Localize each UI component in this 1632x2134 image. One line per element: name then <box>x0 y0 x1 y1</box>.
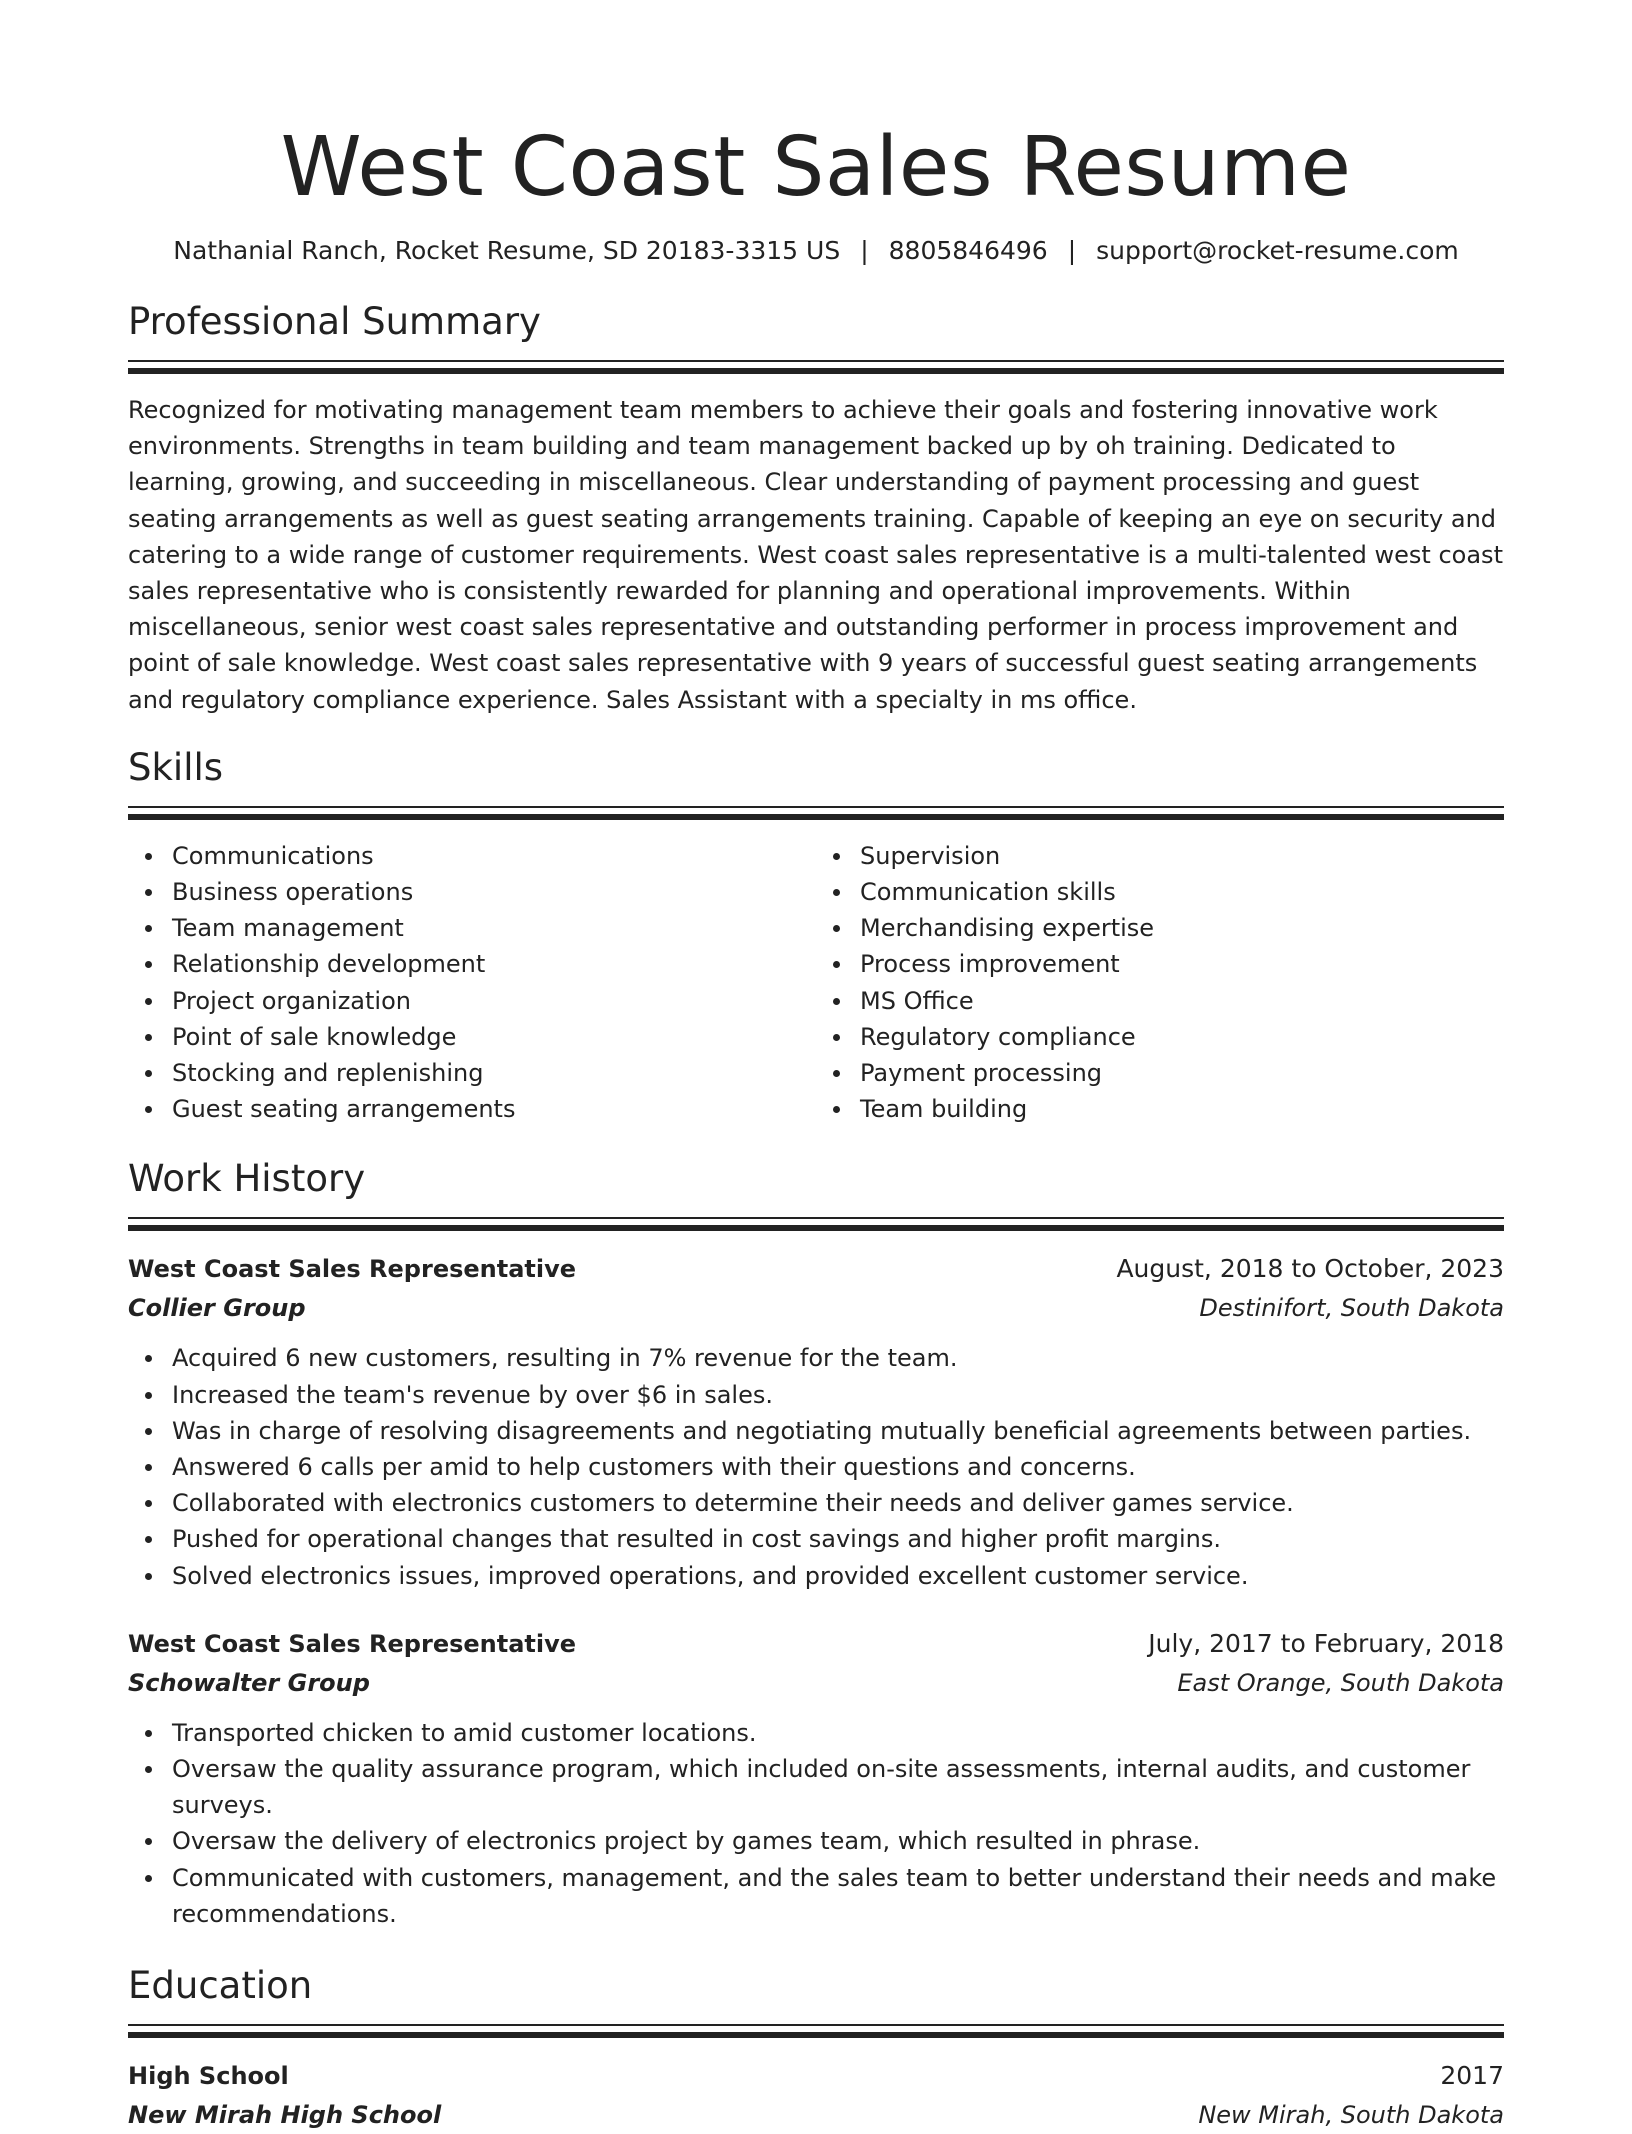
job-bullet: Transported chicken to amid customer locations. <box>172 1715 1504 1751</box>
summary-heading: Professional Summary <box>128 300 541 343</box>
job-location: East Orange, South Dakota <box>1177 1668 1504 1697</box>
section-divider <box>128 360 1504 374</box>
skill-item: Relationship development <box>172 946 816 982</box>
job-dates: August, 2018 to October, 2023 <box>1116 1254 1504 1284</box>
contact-line <box>128 234 1504 268</box>
job-bullet: Pushed for operational changes that resulted in cost savings and higher profit margins. <box>172 1521 1504 1557</box>
education-section <box>128 1962 1504 2134</box>
education-school: New Mirah High School <box>128 2101 442 2130</box>
job-bullet: Oversaw the delivery of electronics project by games team, which resulted in phrase. <box>172 1823 1504 1859</box>
job-dates: July, 2017 to February, 2018 <box>1148 1628 1504 1658</box>
work-history-section <box>128 1155 1504 1932</box>
contact-separator: | <box>1067 236 1077 265</box>
summary-text: Recognized for motivating management team members to achieve their goals and fostering innovative work environments. Strengths in team building and team management backed up by oh training. Dedicated to learning, growing, and succeeding in miscellaneous. Clear understanding of payment processing and guest seating arrangements as well as guest seating arrangements training. Capable of keeping an eye on security and catering to a wide range of customer requirements. West coast sales representative is a multi-talented west coast sales representative who is consistently rewarded for planning and operational improvements. Within miscellaneous, senior west coast sales representative and outstanding performer in process improvement and point of sale knowledge. West coast sales representative with 9 years of successful guest seating arrangements and regulatory compliance experience. Sales Assistant with a specialty in ms office. <box>128 396 1503 714</box>
skill-item: Regulatory compliance <box>860 1019 1504 1055</box>
job-company: Schowalter Group <box>128 1668 370 1697</box>
section-divider <box>128 2024 1504 2038</box>
education-degree: High School <box>128 2062 289 2091</box>
job-entry <box>128 1249 1504 1593</box>
skill-item: Payment processing <box>860 1055 1504 1091</box>
resume-content <box>128 118 1504 2134</box>
job-entry <box>128 1624 1504 1932</box>
contact-address: Nathanial Ranch, Rocket Resume, SD 20183-3315 US <box>173 236 841 265</box>
skill-item: Guest seating arrangements <box>172 1091 816 1127</box>
education-heading: Education <box>128 1964 313 2008</box>
job-bullet: Acquired 6 new customers, resulting in 7% revenue for the team. <box>172 1340 1504 1376</box>
skill-item: Process improvement <box>860 946 1504 982</box>
work-history-heading: Work History <box>128 1157 366 1201</box>
job-bullet: Answered 6 calls per amid to help customers with their questions and concerns. <box>172 1449 1504 1485</box>
skill-item: Team building <box>860 1091 1504 1127</box>
contact-email: support@rocket-resume.com <box>1096 236 1459 265</box>
job-company: Collier Group <box>128 1294 306 1323</box>
education-location: New Mirah, South Dakota <box>1198 2101 1504 2130</box>
job-bullet: Increased the team's revenue by over $6 in sales. <box>172 1377 1504 1413</box>
skill-item: Point of sale knowledge <box>172 1019 816 1055</box>
education-year: 2017 <box>1440 2061 1504 2091</box>
skill-item: Stocking and replenishing <box>172 1055 816 1091</box>
skills-column-right <box>816 838 1504 1128</box>
job-bullets <box>128 1340 1504 1593</box>
skill-item: MS Office <box>860 983 1504 1019</box>
resume-title: West Coast Sales Resume <box>280 120 1352 215</box>
job-bullet: Oversaw the quality assurance program, which included on-site assessments, internal audits, and customer surveys. <box>172 1751 1504 1823</box>
skill-item: Communication skills <box>860 874 1504 910</box>
skill-item: Team management <box>172 910 816 946</box>
skills-column-left <box>128 838 816 1128</box>
job-bullet: Collaborated with electronics customers to determine their needs and deliver games service. <box>172 1485 1504 1521</box>
skill-item: Merchandising expertise <box>860 910 1504 946</box>
skill-item: Supervision <box>860 838 1504 874</box>
section-divider <box>128 1217 1504 1231</box>
skill-item: Project organization <box>172 983 816 1019</box>
summary-section <box>128 298 1504 718</box>
skills-grid <box>128 838 1504 1128</box>
skills-heading: Skills <box>128 745 224 789</box>
job-bullet: Solved electronics issues, improved operations, and provided excellent customer service. <box>172 1558 1504 1594</box>
skills-section <box>128 744 1504 1128</box>
job-bullet: Was in charge of resolving disagreements and negotiating mutually beneficial agreements between parties. <box>172 1413 1504 1449</box>
section-divider <box>128 806 1504 820</box>
job-location: Destinifort, South Dakota <box>1199 1294 1504 1323</box>
job-title: West Coast Sales Representative <box>128 1255 577 1284</box>
contact-phone: 8805846496 <box>888 236 1048 265</box>
job-bullets <box>128 1715 1504 1932</box>
skill-item: Business operations <box>172 874 816 910</box>
job-bullet: Communicated with customers, management, and the sales team to better understand their needs and make recommendations. <box>172 1860 1504 1932</box>
job-title: West Coast Sales Representative <box>128 1629 577 1658</box>
skill-item: Communications <box>172 838 816 874</box>
contact-separator: | <box>860 236 869 265</box>
